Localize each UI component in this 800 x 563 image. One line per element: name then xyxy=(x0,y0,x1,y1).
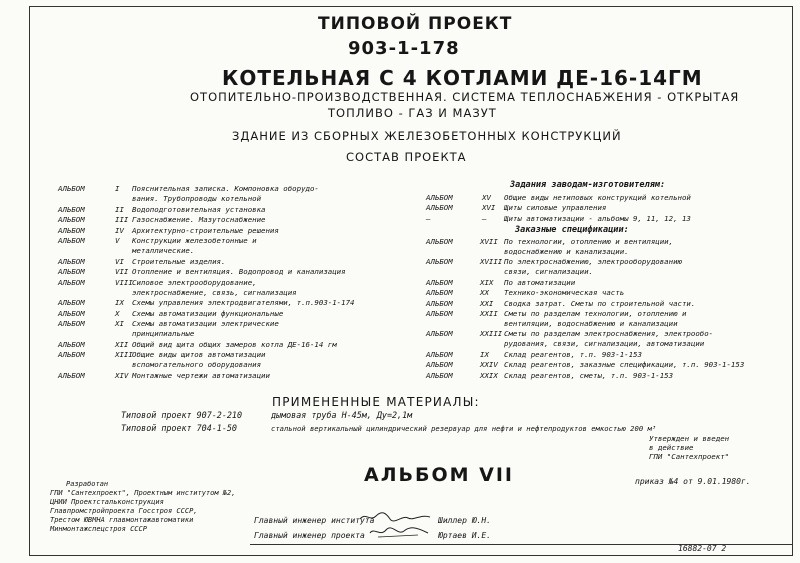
album-description: По электроснабжению, электрооборудованию xyxy=(504,257,682,267)
approval-order: приказ №4 от 9.01.1980г. xyxy=(635,477,751,486)
plants-heading: Задания заводам-изготовителям: xyxy=(510,180,666,190)
material-text-1: дымовая труба Н-45м, Ду=2,1м xyxy=(271,410,413,420)
album-number: XIX xyxy=(480,277,494,287)
album-description: Водоподготовительная установка xyxy=(132,204,266,214)
album-description: Схемы управления электродвигателями, т.п.903-1-174 xyxy=(132,298,355,307)
developer-line: Главпромстройпроекта Госстроя СССР, xyxy=(50,507,198,515)
album-description: Сводка затрат. Сметы по строительной части. xyxy=(504,298,696,308)
album-word: АЛЬБОМ xyxy=(426,277,453,287)
signature-project-icon xyxy=(368,525,430,539)
chief-engineer-institute-label: Главный инженер института xyxy=(254,516,375,525)
approval-line-1: Утвержден и введен xyxy=(649,434,730,443)
album-word: АЛЬБОМ xyxy=(58,215,85,224)
album-description: По автоматизации xyxy=(504,277,576,287)
album-description: вания. Трубопроводы котельной xyxy=(132,194,262,203)
album-number: XI xyxy=(115,319,124,328)
chief-engineer-project-label: Главный инженер проекта xyxy=(254,531,365,540)
album-description: Щиты силовые управления xyxy=(504,203,607,213)
building-line: ЗДАНИЕ ИЗ СБОРНЫХ ЖЕЛЕЗОБЕТОННЫХ КОНСТРУКЦИЙ xyxy=(232,129,622,143)
album-word: АЛЬБОМ xyxy=(426,360,453,370)
album-number: XXI xyxy=(480,298,494,308)
album-description: электроснабжение, связь, сигнализация xyxy=(132,287,297,297)
album-description: Конструкции железобетонные и xyxy=(132,236,257,245)
album-word: АЛЬБОМ xyxy=(426,329,453,339)
album-description: Пояснительная записка. Компоновка оборудо- xyxy=(132,184,319,193)
album-word: АЛЬБОМ xyxy=(58,277,85,287)
album-description: Технико-экономическая часть xyxy=(504,288,625,298)
album-word: АЛЬБОМ xyxy=(58,339,85,349)
signature-institute-icon xyxy=(358,510,432,524)
project-title: КОТЕЛЬНАЯ С 4 КОТЛАМИ ДЕ-16-14ГМ xyxy=(222,66,703,90)
album-word: АЛЬБОМ xyxy=(58,184,85,193)
album-number: XIV xyxy=(115,370,129,380)
specs-heading: Заказные спецификации: xyxy=(515,225,629,235)
album-word: АЛЬБОМ xyxy=(426,309,453,318)
project-subtitle: ОТОПИТЕЛЬНО-ПРОИЗВОДСТВЕННАЯ. СИСТЕМА ТЕПЛОСНАБЖЕНИЯ - ОТКРЫТАЯ xyxy=(190,90,740,104)
album-description: По технологии, отоплению и вентиляции, xyxy=(504,237,674,246)
materials-heading: ПРИМЕНЕННЫЕ МАТЕРИАЛЫ: xyxy=(272,395,480,409)
album-description: Схемы автоматизации функциональные xyxy=(132,308,284,318)
album-word: АЛЬБОМ xyxy=(58,308,85,318)
album-number: XX xyxy=(480,288,489,298)
album-description: Архитектурно-строительные решения xyxy=(132,225,279,235)
album-word: АЛЬБОМ xyxy=(58,370,85,380)
album-word: АЛЬБОМ xyxy=(426,203,453,213)
album-number: XIII xyxy=(115,350,133,359)
album-number: II xyxy=(115,204,124,214)
album-description: связи, сигнализации. xyxy=(504,267,593,277)
album-word: АЛЬБОМ xyxy=(58,236,85,245)
developer-line: ЦНИИ Проектстальконструкция xyxy=(50,498,164,506)
album-word: АЛЬБОМ xyxy=(58,225,85,235)
album-big-label: АЛЬБОМ VII xyxy=(364,464,514,486)
album-number: — xyxy=(482,213,487,223)
album-number: XV xyxy=(482,193,491,202)
album-description: Сметы по разделам технологии, отоплению и xyxy=(504,309,687,318)
sheet-code: 16882-07 2 xyxy=(678,544,727,553)
album-number: IV xyxy=(115,225,124,235)
album-word: АЛЬБОМ xyxy=(426,370,453,380)
album-word: АЛЬБОМ xyxy=(58,350,85,359)
album-description: Монтажные чертежи автоматизации xyxy=(132,370,270,380)
contents-heading: СОСТАВ ПРОЕКТА xyxy=(346,150,467,164)
project-number: 903-1-178 xyxy=(348,38,460,59)
album-word: АЛЬБОМ xyxy=(426,298,453,308)
album-number: IX xyxy=(480,349,489,359)
album-description: Общие виды щитов автоматизации xyxy=(132,350,266,359)
approval-line-3: ГПИ "Сантехпроект" xyxy=(649,452,730,461)
album-number: X xyxy=(115,308,120,318)
material-text-2: стальной вертикальный цилиндрический резервуар для нефти и нефтепродуктов емкостью 200 м³ xyxy=(271,424,657,433)
album-description: Склад реагентов, т.п. 903-1-153 xyxy=(504,349,642,359)
album-word: АЛЬБОМ xyxy=(426,237,453,246)
album-description: Силовое электрооборудование, xyxy=(132,277,257,287)
album-description: Схемы автоматизации электрические xyxy=(132,319,279,328)
album-word: АЛЬБОМ xyxy=(426,257,453,267)
album-description: принципиальные xyxy=(132,329,195,338)
album-word: АЛЬБОМ xyxy=(426,349,453,359)
album-description: Склад реагентов, сметы, т.п. 903-1-153 xyxy=(504,370,674,380)
album-number: XVIII xyxy=(480,257,503,267)
material-label-1: Типовой проект 907-2-210 xyxy=(121,410,243,420)
album-description: Щиты автоматизации - альбомы 9, 11, 12, 13 xyxy=(504,213,691,223)
album-number: VII xyxy=(115,267,129,276)
album-description: Склад реагентов, заказные спецификации, т.п. 903-1-153 xyxy=(504,360,745,370)
album-description: металлические. xyxy=(132,246,195,255)
album-description: водоснабжению и канализации. xyxy=(504,247,629,256)
album-number: IX xyxy=(115,298,124,307)
album-number: III xyxy=(115,215,129,224)
album-description: Газоснабжение. Мазутоснабжение xyxy=(132,215,266,224)
album-word: АЛЬБОМ xyxy=(426,193,453,202)
album-word: АЛЬБОМ xyxy=(58,319,85,328)
album-number: I xyxy=(115,184,120,193)
album-description: Общие виды нетиповых конструкций котельной xyxy=(504,193,691,202)
album-description: Общий вид щита общих замеров котла ДЕ-16-14 гм xyxy=(132,339,337,349)
developer-line: Разработан xyxy=(66,480,109,488)
album-word: — xyxy=(426,213,431,223)
chief-engineer-project-name: Юртаев И.Е. xyxy=(438,531,491,540)
album-word: АЛЬБОМ xyxy=(58,298,85,307)
album-number: XXIII xyxy=(480,329,503,339)
material-label-2: Типовой проект 704-1-50 xyxy=(121,423,237,433)
album-description: вентиляции, водоснабжению и канализации xyxy=(504,319,678,328)
album-number: XVII xyxy=(480,237,498,246)
album-number: XXIX xyxy=(480,370,498,380)
album-number: V xyxy=(115,236,120,245)
album-description: Строительные изделия. xyxy=(132,256,226,266)
developer-line: Трестом ЮВМНА главмонтажавтоматики xyxy=(50,516,194,524)
album-word: АЛЬБОМ xyxy=(58,204,85,214)
album-number: VIII xyxy=(115,277,133,287)
approval-line-2: в действие xyxy=(649,443,694,452)
album-number: XVI xyxy=(482,203,496,213)
album-description: Сметы по разделам электроснабжения, электрообо- xyxy=(504,329,714,339)
chief-engineer-institute-name: Шиллер Ю.Н. xyxy=(438,516,491,525)
album-number: XXIV xyxy=(480,360,498,370)
album-description: Отопление и вентиляция. Водопровод и канализация xyxy=(132,267,346,276)
developer-line: Минмонтажспецстроя СССР xyxy=(50,525,147,533)
header-line-1: ТИПОВОЙ ПРОЕКТ xyxy=(318,14,513,34)
album-number: XXII xyxy=(480,309,498,318)
album-number: XII xyxy=(115,339,129,349)
album-word: АЛЬБОМ xyxy=(426,288,453,298)
album-number: VI xyxy=(115,256,124,266)
developer-line: ГПИ "Сантехпроект", Проектным институтом №2, xyxy=(50,489,236,497)
album-description: рудования, связи, сигнализации, автоматизации xyxy=(504,339,705,349)
fuel-line: ТОПЛИВО - ГАЗ И МАЗУТ xyxy=(328,106,497,120)
album-description: вспомогательного оборудования xyxy=(132,360,262,369)
album-word: АЛЬБОМ xyxy=(58,267,85,276)
album-word: АЛЬБОМ xyxy=(58,256,85,266)
